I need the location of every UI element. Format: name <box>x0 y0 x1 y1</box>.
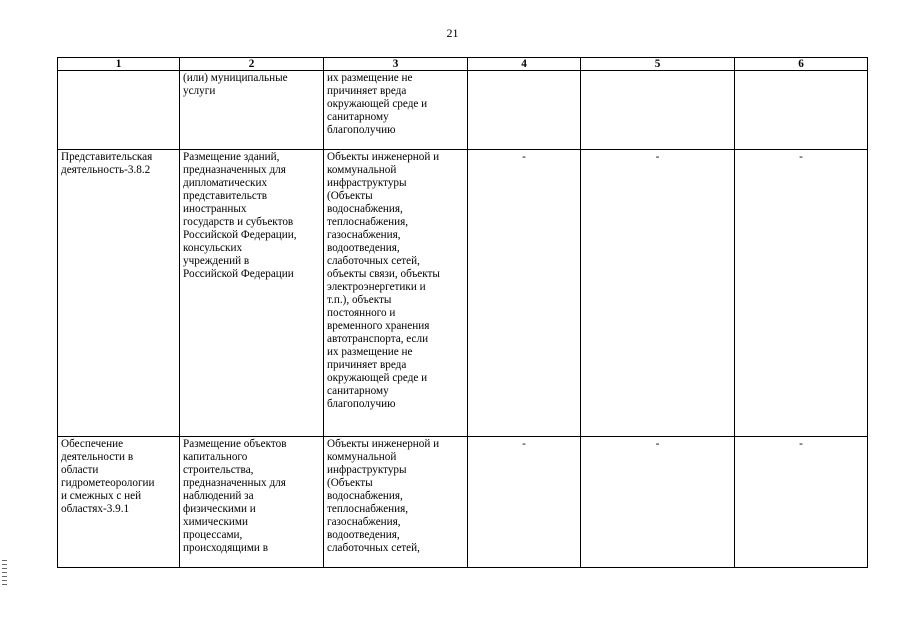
column-header-1: 1 <box>58 58 180 71</box>
cell-col-5: - <box>581 150 735 437</box>
cell-col-4: - <box>468 437 581 568</box>
column-header-6: 6 <box>735 58 868 71</box>
cell-use-type: Представительская деятельность-3.8.2 <box>58 150 180 437</box>
cell-auxiliary-uses: их размещение не причиняет вреда окружающей среде и санитарному благополучию <box>324 71 468 150</box>
cell-description: (или) муниципальные услуги <box>180 71 324 150</box>
cell-col-5: - <box>581 437 735 568</box>
scan-edge-mark <box>2 560 7 586</box>
cell-col-6: - <box>735 437 868 568</box>
cell-use-type: Обеспечение деятельности в области гидрометеорологии и смежных с ней областях-3.9.1 <box>58 437 180 568</box>
cell-auxiliary-uses: Объекты инженерной и коммунальной инфраструктуры (Объекты водоснабжения, теплоснабжения, газоснабжения, водоотведения, слаботочных сетей, объекты связи, объекты электроэнергетики и т.п.), объекты постоянного и временного хранения автотранспорта, если их размещение не причиняет вреда окружающей среде и санитарному благополучию <box>324 150 468 437</box>
cell-col-4: - <box>468 150 581 437</box>
cell-col-6: - <box>735 150 868 437</box>
page-number: 21 <box>446 26 459 40</box>
table-row <box>58 150 868 437</box>
column-header-2: 2 <box>180 58 324 71</box>
table-row <box>58 71 868 150</box>
table-row <box>58 437 868 568</box>
column-header-3: 3 <box>324 58 468 71</box>
header-row <box>58 58 868 71</box>
column-header-4: 4 <box>468 58 581 71</box>
cell-description: Размещение зданий, предназначенных для дипломатических представительств иностранных государств и субъектов Российской Федерации, консульских учреждений в Российской Федерации <box>180 150 324 437</box>
cell-col-5 <box>581 71 735 150</box>
cell-auxiliary-uses: Объекты инженерной и коммунальной инфраструктуры (Объекты водоснабжения, теплоснабжения, газоснабжения, водоотведения, слаботочных сетей, <box>324 437 468 568</box>
cell-use-type <box>58 71 180 150</box>
column-header-5: 5 <box>581 58 735 71</box>
land-use-table <box>57 57 868 568</box>
cell-col-6 <box>735 71 868 150</box>
cell-col-4 <box>468 71 581 150</box>
cell-description: Размещение объектов капитального строительства, предназначенных для наблюдений за физическими и химическими процессами, происходящими в <box>180 437 324 568</box>
